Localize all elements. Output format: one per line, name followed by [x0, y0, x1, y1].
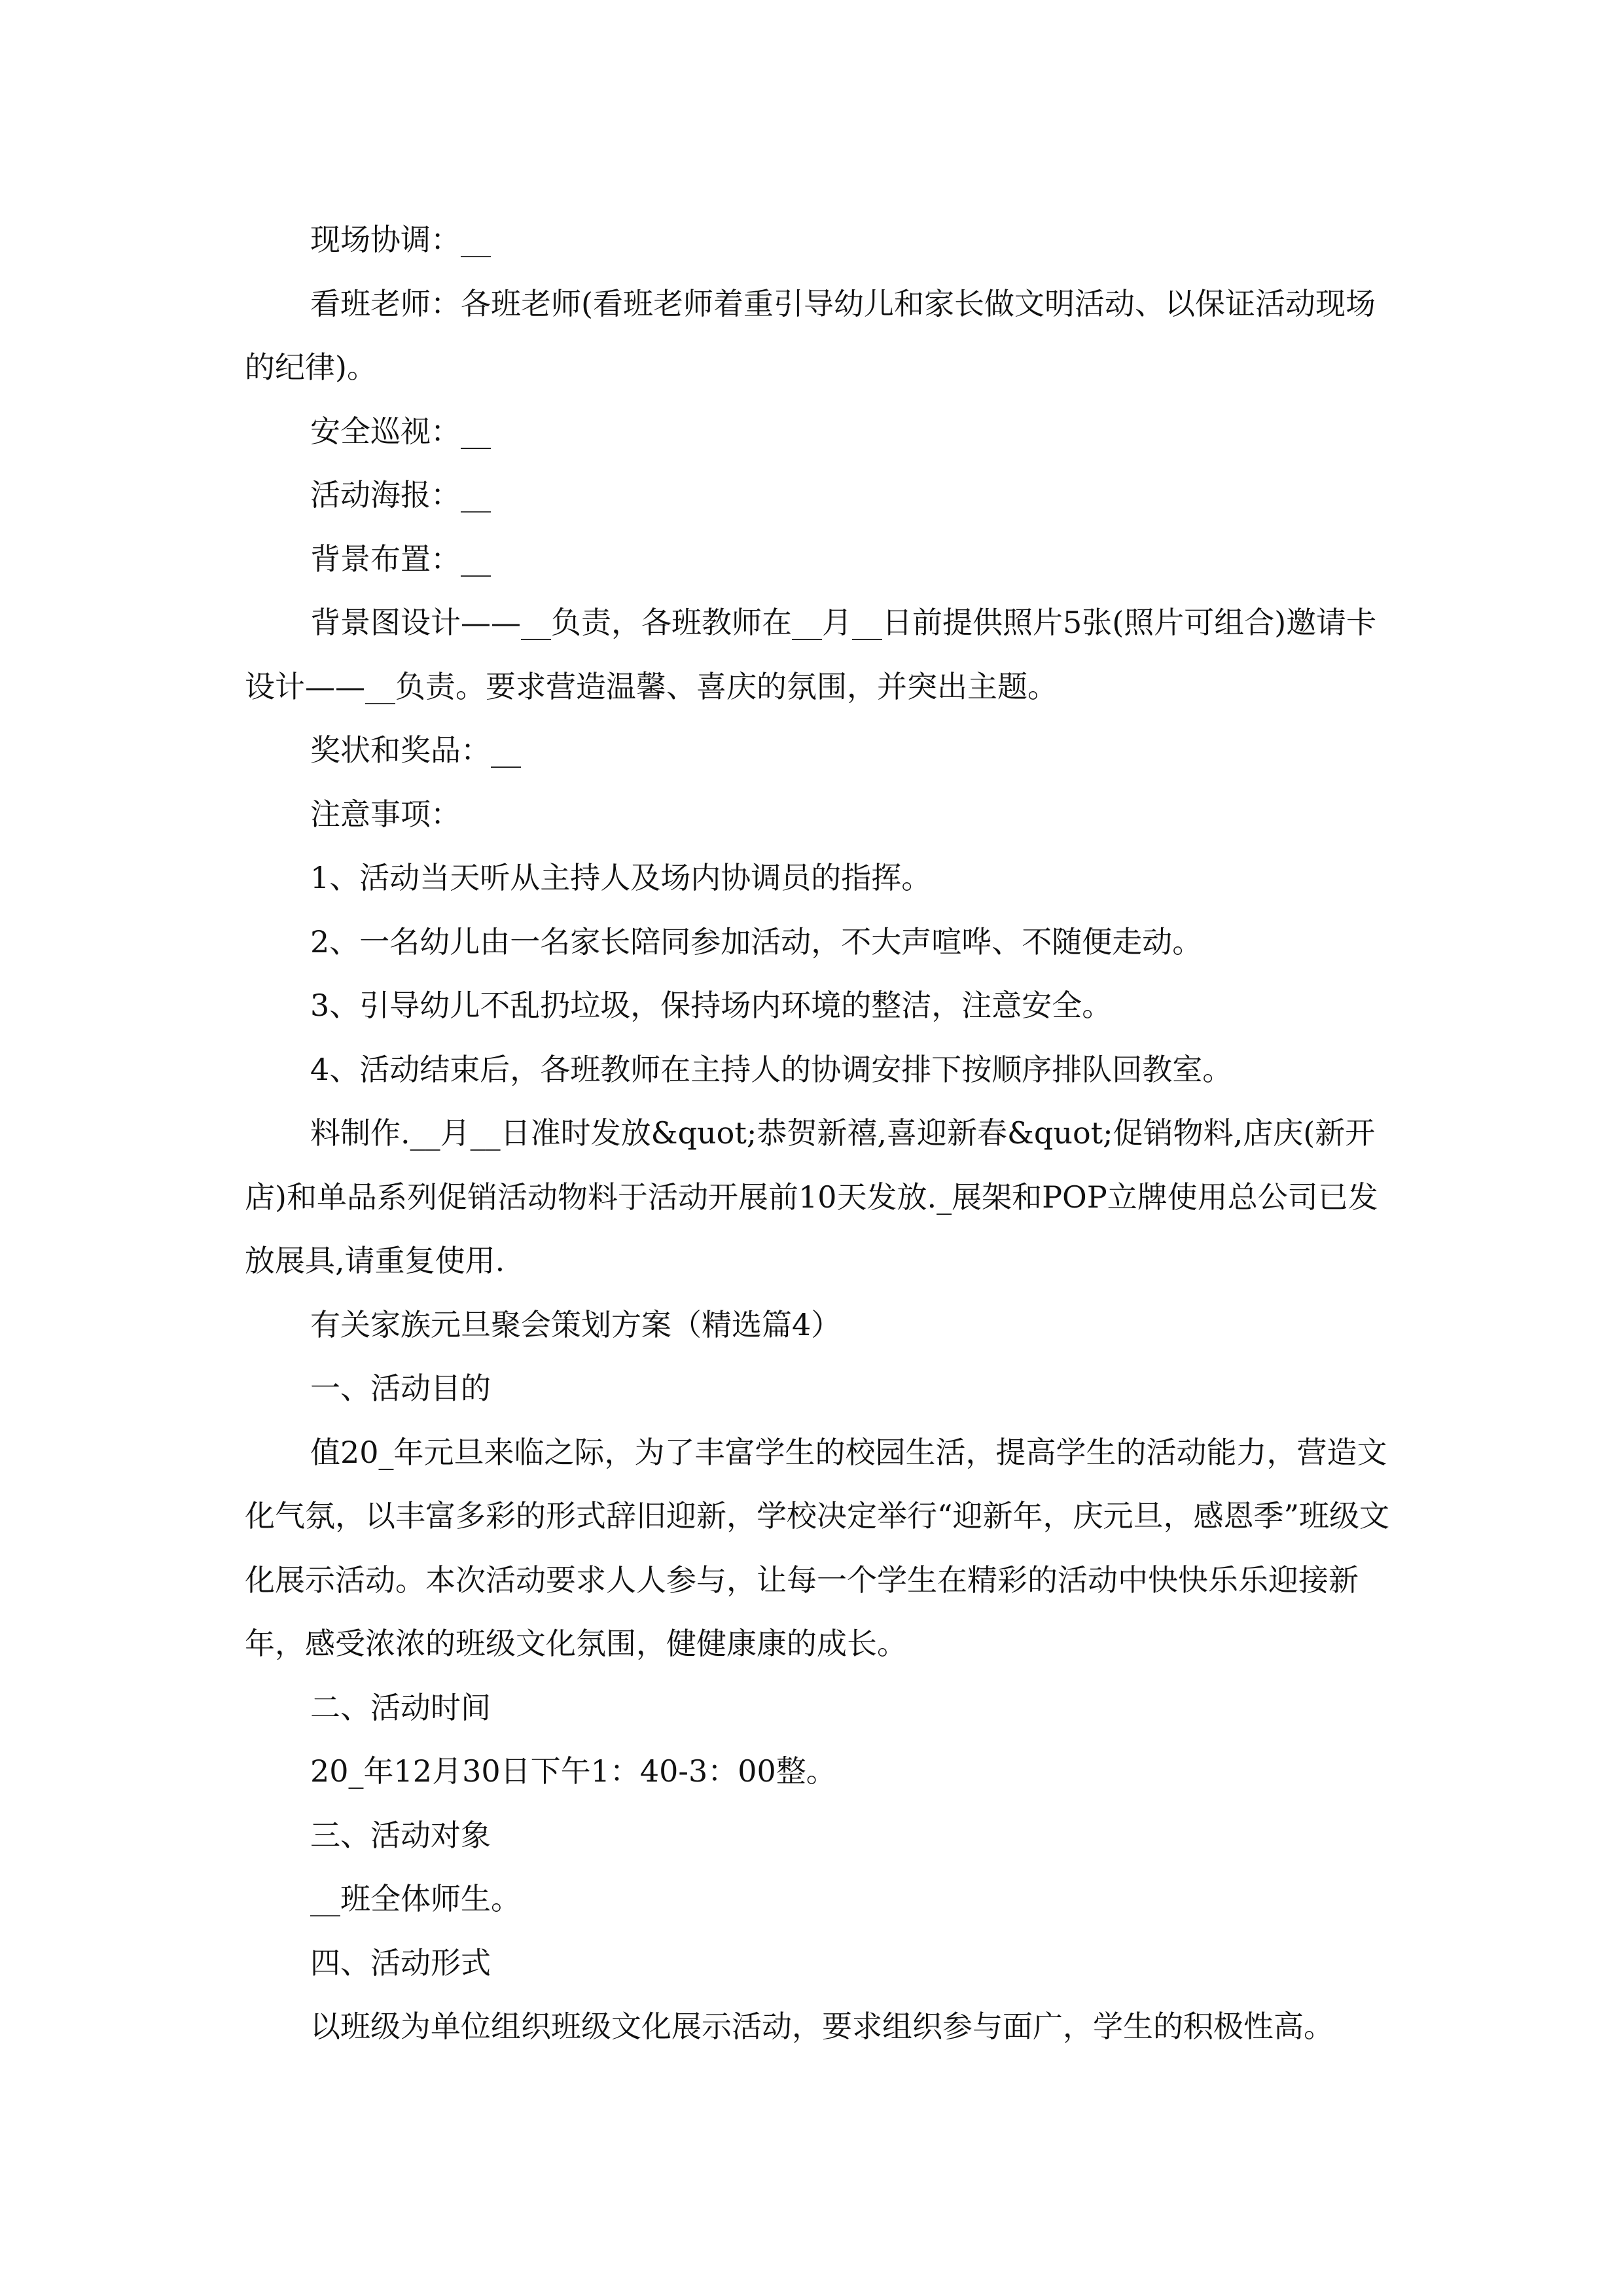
paragraph-awards-prizes: 奖状和奖品：__: [310, 732, 521, 768]
heading-activity-format: 四、活动形式: [310, 1945, 491, 1981]
paragraph-onsite-coordination: 现场协调：__: [310, 222, 491, 257]
heading-activity-audience: 三、活动对象: [310, 1817, 491, 1853]
paragraph-background-design: 背景图设计——__负责，各班教师在__月__日前提供照片5张(照片可组合)邀请卡设计——__负责。要求营造温馨、喜庆的氛围，并突出主题。: [245, 605, 1377, 704]
heading-activity-time: 二、活动时间: [310, 1689, 491, 1725]
paragraph-background-setup: 背景布置：__: [310, 541, 491, 577]
paragraph-class-teachers: 看班老师：各班老师(看班老师着重引导幼儿和家长做文明活动、以保证活动现场的纪律)。: [245, 285, 1376, 385]
paragraph-activity-audience: __班全体师生。: [310, 1881, 521, 1916]
heading-activity-purpose: 一、活动目的: [310, 1371, 491, 1406]
paragraph-activity-format: 以班级为单位组织班级文化展示活动，要求组织参与面广，学生的积极性高。: [310, 2009, 1334, 2044]
paragraph-note-3: 3、引导幼儿不乱扔垃圾，保持场内环境的整洁，注意安全。: [310, 988, 1113, 1023]
paragraph-notes-heading: 注意事项：: [310, 796, 461, 832]
section-title: 有关家族元旦聚会策划方案（精选篇4）: [310, 1306, 842, 1342]
paragraph-note-2: 2、一名幼儿由一名家长陪同参加活动，不大声喧哗、不随便走动。: [310, 924, 1203, 960]
paragraph-note-1: 1、活动当天听从主持人及场内协调员的指挥。: [310, 860, 932, 895]
paragraph-materials: 料制作.__月__日准时发放&quot;恭贺新禧,喜迎新春&quot;促销物料,店庆(新开店)和单品系列促销活动物料于活动开展前10天发放._展架和POP立牌使用总公司已发放展具,请重复使用.: [245, 1115, 1378, 1278]
paragraph-activity-purpose: 值20_年元旦来临之际，为了丰富学生的校园生活，提高学生的活动能力，营造文化气氛，以丰富多彩的形式辞旧迎新，学校决定举行“迎新年，庆元旦，感恩季”班级文化展示活动。本次活动要求人人参与，让每一个学生在精彩的活动中快快乐乐迎接新年，感受浓浓的班级文化氛围，健健康康的成长。: [245, 1434, 1390, 1661]
paragraph-activity-time: 20_年12月30日下午1：40-3：00整。: [310, 1753, 836, 1789]
document-body: [245, 208, 1391, 2059]
paragraph-safety-patrol: 安全巡视：__: [310, 413, 491, 449]
paragraph-activity-poster: 活动海报：__: [310, 477, 491, 512]
paragraph-note-4: 4、活动结束后，各班教师在主持人的协调安排下按顺序排队回教室。: [310, 1051, 1233, 1087]
